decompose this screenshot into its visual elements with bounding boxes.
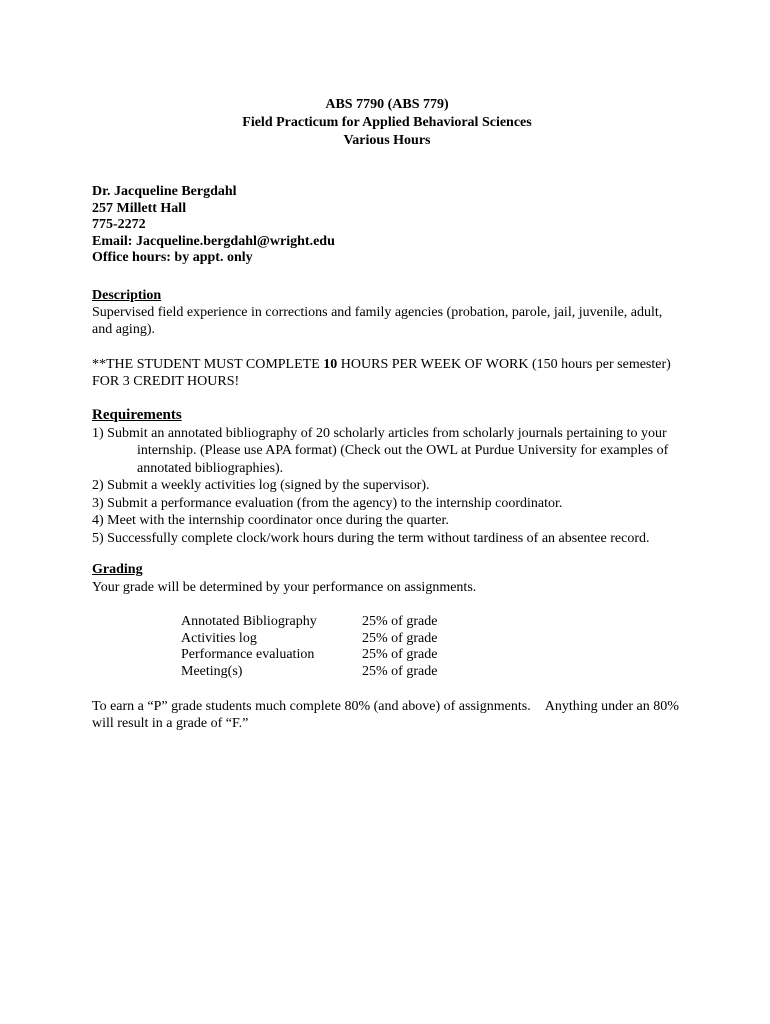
table-row (181, 664, 437, 681)
requirement-item: 4) Meet with the internship coordinator once during the quarter. (92, 513, 449, 528)
instructor-phone: 775-2272 (92, 217, 146, 232)
requirement-item: 2) Submit a weekly activities log (signed by the supervisor). (92, 478, 430, 493)
table-row (181, 631, 437, 648)
course-code: ABS 7790 (ABS 779) (325, 97, 449, 112)
hours-notice-after: HOURS PER WEEK OF WORK (150 hours per semester) FOR 3 CREDIT HOURS! (92, 356, 671, 389)
grade-item: Meeting(s) (181, 663, 243, 679)
requirements-heading: Requirements (92, 406, 182, 423)
grading-footnote-part1: To earn a “P” grade students much complete 80% (and above) of assignments. (92, 699, 531, 714)
requirement-item: 5) Successfully complete clock/work hours during the term without tardiness of an absentee record. (92, 530, 650, 546)
hours-notice-number: 10 (323, 356, 338, 372)
grading-section (92, 561, 682, 732)
grading-footnote (92, 698, 682, 732)
grading-footnote-part2: Anything under an 80% will result in a grade of “F.” (92, 699, 679, 731)
hours-notice-before: **THE STUDENT MUST COMPLETE (92, 356, 324, 372)
grade-weight: 25% of grade (362, 663, 438, 679)
instructor-office: 257 Millett Hall (92, 200, 187, 216)
course-header (92, 96, 682, 150)
grade-item: Performance evaluation (181, 647, 315, 662)
grade-weight: 25% of grade (362, 614, 438, 629)
instructor-name: Dr. Jacqueline Bergdahl (92, 184, 237, 199)
description-section (92, 287, 682, 338)
instructor-email: Email: Jacqueline.bergdahl@wright.edu (92, 233, 335, 249)
grading-intro: Your grade will be determined by your performance on assignments. (92, 580, 477, 595)
instructor-contact (92, 184, 682, 267)
grade-weight: 25% of grade (362, 647, 438, 662)
grade-weight: 25% of grade (362, 630, 438, 646)
description-text: Supervised field experience in corrections and family agencies (probation, parole, jail, juvenile, adult, and aging). (92, 304, 663, 337)
grading-heading: Grading (92, 562, 143, 577)
table-row (181, 647, 437, 664)
course-title: Field Practicum for Applied Behavioral Sciences (242, 115, 532, 130)
requirement-item: 1) Submit an annotated bibliography of 20 scholarly articles from scholarly journals pertaining to your internship. (Please use APA format) (Check out the OWL at Purdue University for examples of annotated bibliographies). (92, 425, 669, 476)
requirement-item: 3) Submit a performance evaluation (from the agency) to the internship coordinator. (92, 495, 563, 511)
grade-item: Annotated Bibliography (181, 614, 317, 629)
hours-notice (92, 356, 682, 390)
grade-breakdown-table (181, 614, 437, 680)
course-hours: Various Hours (343, 133, 431, 148)
description-heading: Description (92, 287, 162, 303)
requirements-section (92, 406, 682, 548)
table-row (181, 614, 437, 631)
grade-item: Activities log (181, 630, 257, 646)
instructor-office-hours: Office hours: by appt. only (92, 250, 253, 265)
